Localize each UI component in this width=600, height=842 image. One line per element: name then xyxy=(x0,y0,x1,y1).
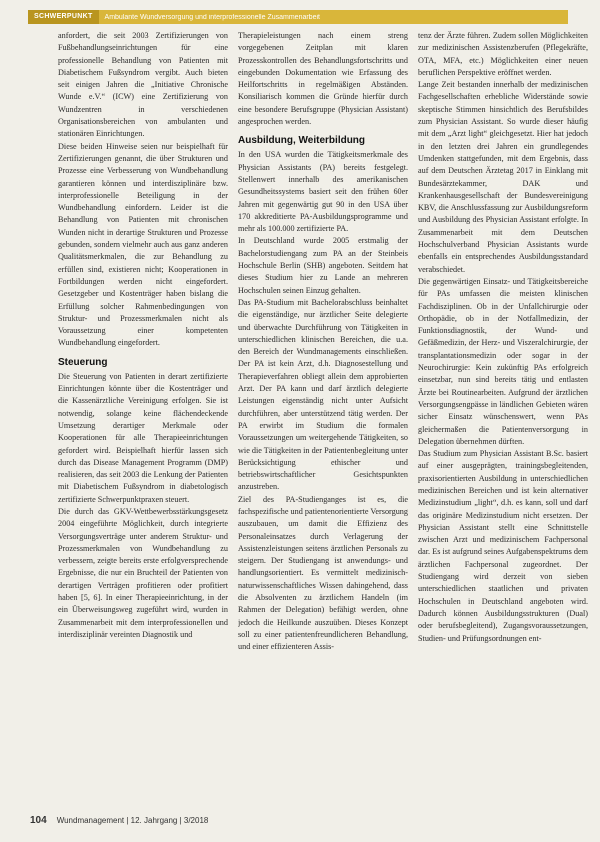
body-paragraph: Das Studium zum Physician Assistant B.Sc. basiert auf einer ausgeprägten, trainingsbegleitenden, praxisorientierten Ausbildung in unterschiedlichen medizinischen Bereichen und ist kein alternativer Medizinstudium „light“, d.h. es kann, soll und darf das originäre Medizinstudium nicht ersetzen. Der Physician Assistant stellt eine Schnittstelle zwischen Arzt und medizinischem Fachpersonal dar. Es ist aufgrund seines Aufgabenspektrums dem ärztlichen Fachpersonal zugeordnet. Der Studiengang wird derzeit von sieben unterschiedlichen staatlichen und privaten Hochschulen in Deutschland angeboten wird. Dadurch können Ausbildungsstrukturen (Dual) oder berufsbegleitend), Zugangsvoraussetzungen, Studien- und Prüfungsordnungen ent- xyxy=(418,449,588,643)
section-tag: SCHWERPUNKT xyxy=(28,10,99,24)
body-paragraph: In den USA wurden die Tätigkeitsmerkmale des Physician Assistants (PA) bereits festgelegt. Stellenwert innerhalb des amerikanischen Gesundheitssystems basiert seit den frühen 60er Jahren mit gegenwärtig gut 90 in den USA über 170 akkreditierte PA-Ausbildungsprogramme und mehr als 100.000 zertifizierte PA. xyxy=(238,150,408,234)
body-paragraph: Die gegenwärtigen Einsatz- und Tätigkeitsbereiche für PAs umfassen die meisten klinischen Fachdisziplinen. Ob in der Unfallchirurgie oder Orthopädie, ob in der Notfallmedizin, der Funktionsdiagnostik, der Wund- und Gefäßmedizin, der Herz- und Viszeralchirurgie, der transplantationsmedizin oder sogar in der Neurochirurgie: Kein zukünftig PAs erfolgreich einsetzbar, nun sind bereits tätig und entlasten Ärzte bei Routinearbeiten. Aufgrund der ärztlichen Versorgungsengpässe in ländlichen Gebieten wären sicher Einsatz wünschenswert, wenn PAs gleichermaßen die Patientenversorgung in Delegation übernehmen dürften. xyxy=(418,276,588,446)
section-heading: Steuerung xyxy=(58,356,108,368)
column-left xyxy=(58,30,228,810)
body-paragraph: Lange Zeit bestanden innerhalb der medizinischen Fachgesellschaften erhebliche Widerstände sowie skeptische Stimmen hinsichtlich des Berufsbildes zum Physician Assistant. So wurde dieser häufig mit dem „Arzt light“ gleichgesetzt. Hier hat jedoch in den letzten drei Jahren ein grundlegendes Umdenken stattgefunden, mit dem Ergebnis, dass auf dem Deutschen Ärztetag 2017 in Einklang mit Bundesärztekammer, DAK und Krankenhausgesellschaft der Bundesvereinigung KBV, die Anschlussfassung zur Ausbildungsreform und Ausbildung des Physician Assistant erfolgte. In Zusammenarbeit mit dem Deutschen Hochschulverband Physician Assistants wurde ebenfalls ein entsprechendes Ausbildungsstandard verabschiedet. xyxy=(418,80,588,274)
body-paragraph: Die durch das GKV-Wettbewerbsstärkungsgesetz 2004 eingeführte Möglichkeit, durch integrierte Versorgungsverträge unter anderem Struktur- und Prozessmerkmalen von Wundbehandlung zu verbessern, zeigte bereits erste erfolgversprechende Ergebnisse, die nur ein Bruchteil der Patienten von derartigen Verträgen profitieren oder profitiert haben [5, 6]. In einer Therapieeinrichtung, in der ein Überweisungsweg zugeführt wird, wurden in Zusammenarbeit mit dem interprofessionellen und interdisziplinär vereinten Diagnostik und xyxy=(58,506,228,639)
body-paragraph: Ziel des PA-Studienganges ist es, die fachspezifische und patientenorientierte Versorgung auszubauen, um damit die Effizienz des Personaleinsatzes durch Verlagerung der Assistenzleistungen seitens ärztlichen Personals zu steigern. Der Studiengang ist anwendungs- und handlungsorientiert. Es vermittelt medizinisch-naturwissenschaftliches Wissen dahingehend, dass die Absolventen zu ärztlichem Handeln (im Rahmen der Delegation) befähigt werden, ohne jedoch die Heilkunde auszuüben. Dieses Konzept soll zu einer patientenfreundlicheren Behandlung, und einer effizienteren Assis- xyxy=(238,494,408,652)
column-middle xyxy=(238,30,408,810)
body-paragraph: Das PA-Studium mit Bachelorabschluss beinhaltet die eigenständige, nur ärztlicher Seite delegierte und überwachte Durchführung von Tätigkeiten in unterschiedlichen klinischen Bereichen, die u.a. den Bereich der Wundmanagements einschließen. Der PA ist kein Arzt, d.h. Diagnosestellung und Therapieverfahren obliegt allein dem approbierten Arzt. Der PA kann und darf ärztlich delegierte Leistungen eigenständig nicht unter Aufsicht durchführen, aber unterstützend tätig werden. Der PA erwirbt im Studium die formalen Voraussetzungen um weitergehende Tätigkeiten, so wie die Tätigkeiten in der Patientenbegleitung unter Berücksichtigung ethischer und betriebswirtschaftlicher Gesichtspunkten anzustreben. xyxy=(238,297,408,492)
body-paragraph: tenz der Ärzte führen. Zudem sollen Möglichkeiten zur medizinischen Assistenzberufen (Pflegekräfte, OTA, MFA, etc.) Möglichkeiten einer neuen beruflichen Perspektive eröffnet werden. xyxy=(418,31,588,77)
journal-citation: Wundmanagement | 12. Jahrgang | 3/2018 xyxy=(56,815,209,825)
section-header-bar xyxy=(28,10,568,24)
body-paragraph: Die Steuerung von Patienten in derart zertifizierte Einrichtungen könnte über die Kostenträger und die Kassenärztliche Vereinigung erfolgen. Sie ist notwendig, solange keine flächendeckende Umsetzung derartiger Merkmale oder Kooperationen für alle Therapieeinrichtungen gefordert wird. Beispielhaft hierfür lassen sich durch das Disease Management Programm (DMP) realisieren, das seit 2003 die Lenkung der Patienten mit Diabetischem Fußsyndrom in diabetologisch zertifizierte Schwerpunktpraxen steuert. xyxy=(58,371,228,504)
page-number: 104 xyxy=(30,814,47,826)
body-paragraph: In Deutschland wurde 2005 erstmalig der Bachelorstudiengang zum PA an der Steinbeis Hochschule Berlin (SHB) angeboten. Seitdem hat dieses Studium hier zu Lande an mehreren Hochschulen seinen Einzug gehalten. xyxy=(238,236,408,295)
section-title: Ambulante Wundversorgung und interprofessionelle Zusammenarbeit xyxy=(104,13,320,21)
body-paragraph: Therapieleistungen nach einem streng vorgegebenen Zeitplan mit klaren Prozesskontrollen des Behandlungsfortschritts und eingebunden Dokumentation wie Erfassung des Heilfortschritts in regelmäßigen Abständen. Konsiliarisch kommen die Gründe hierfür durch eine besondere Berufsgruppe (Physician Assistant) angesprochen werden. xyxy=(238,31,408,127)
body-paragraph: Diese beiden Hinweise seien nur beispielhaft für Zertifizierungen genannt, die über Strukturen und Prozesse eine Verbesserung von Wundbehandlung garantieren können und interdisziplinäre bzw. interprofessionelle Beteiligung in der Wundbehandlung einfordern. Leider ist die Behandlung von Patienten mit chronischen Wunden nicht in derartige Strukturen und Prozesse gebunden, sondern vielmehr auch aus ganz anderen Qualitätsmerkmalen, die zur Behandlung zu erfüllen sind, existieren nicht; Kooperationen in Fortbildungen werden nicht eingefordert. Gesetzgeber und Kostenträger haben bislang die Erfüllung solcher Rahmenbedingungen von Struktur- und Prozessmerkmalen nicht als Voraussetzung einer kompetenten Wundbehandlung eingefordert. xyxy=(58,141,228,348)
page-footer xyxy=(30,812,570,828)
section-heading: Ausbildung, Weiterbildung xyxy=(238,135,366,147)
column-right xyxy=(418,30,588,810)
text-columns xyxy=(58,30,588,810)
body-paragraph: anfordert, die seit 2003 Zertifizierungen von Fußbehandlungseinrichtungen für eine professionelle Behandlung von Patienten mit Diabetischem Fußsyndrom vergibt. Auch bieten seit einigen Jahren die „Initiative Chronische Wunde e.V.“ (ICW) eine Zertifizierung von Wundzentren in verschiedenen Organisationsbereichen von ambulanten und stationären Einrichtungen. xyxy=(58,31,228,139)
